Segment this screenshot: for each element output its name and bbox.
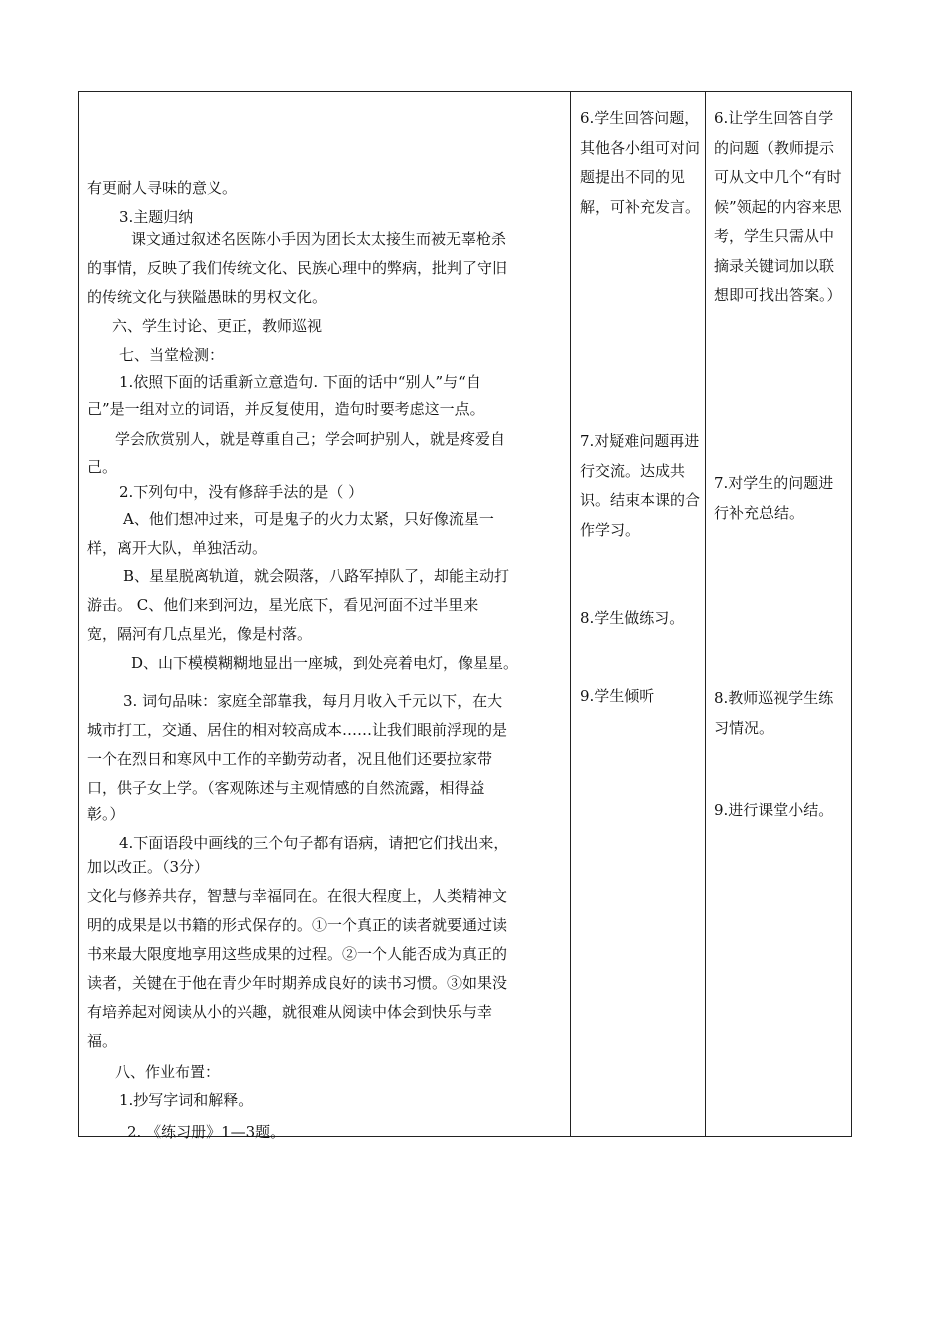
text-line: 的事情，反映了我们传统文化、民族心理中的弊病，批判了守旧 (87, 259, 508, 277)
teaching-content-column (79, 92, 570, 1141)
text-line: 有更耐人寻味的意义。 (87, 179, 238, 197)
teacher-step-8: 8.教师巡视学生练习情况。 (714, 689, 834, 737)
text-line: 1.依照下面的话重新立意造句. 下面的话中“别人”与“自 (119, 373, 481, 391)
text-line: 己”是一组对立的词语，并反复使用，造句时要考虑这一点。 (87, 400, 485, 418)
homework-item: 2. 《练习册》1—3题。 (127, 1123, 286, 1141)
question-line: 4.下面语段中画线的三个句子都有语病，请把它们找出来， (119, 834, 509, 852)
text-line: 口，供子女上学。（客观陈述与主观情感的自然流露，相得益 (87, 779, 485, 797)
text-line: 己。 (87, 458, 118, 476)
text-line: 学会欣赏别人，就是尊重自己；学会呵护别人，就是疼爱自 (115, 430, 506, 448)
text-line: 样，离开大队，单独活动。 (87, 539, 268, 557)
text-line: 城市打工，交通、居住的相对较高成本……让我们眼前浮现的是 (87, 721, 508, 739)
option-d: D、山下模模糊糊地显出一座城，到处亮着电灯，像星星。 (131, 654, 519, 672)
lesson-plan-table (78, 91, 852, 1141)
question-line: 3. 词句品味：家庭全部靠我，每月月收入千元以下，在大 (123, 692, 503, 710)
question-line: 2.下列句中，没有修辞手法的是（ ） (119, 483, 364, 501)
text-line: 的传统文化与狭隘愚昧的男权文化。 (87, 288, 328, 306)
text-line: 福。 (87, 1032, 118, 1050)
section-heading: 七、当堂检测： (119, 346, 225, 364)
student-step-8: 8.学生做练习。 (580, 609, 685, 627)
student-step-6: 6.学生回答问题，其他各小组可对问题提出不同的见解，可补充发言。 (580, 109, 701, 216)
teacher-activity-column (706, 92, 852, 1136)
text-line: 书来最大限度地享用这些成果的过程。②一个人能否成为真正的 (87, 945, 508, 963)
student-activity-column (571, 92, 705, 1136)
option-a: A、他们想冲过来，可是鬼子的火力太紧，只好像流星一 (123, 510, 494, 528)
option-b: B、星星脱离轨道，就会陨落，八路军掉队了，却能主动打 (123, 567, 510, 585)
teacher-step-7: 7.对学生的问题进行补充总结。 (714, 474, 834, 522)
text-line: 课文通过叙述名医陈小手因为团长太太接生而被无辜枪杀 (131, 230, 507, 248)
text-line: 有培养起对阅读从小的兴趣，就很难从阅读中体会到快乐与幸 (87, 1003, 493, 1021)
text-line: 彰。） (87, 805, 125, 823)
teacher-step-9: 9.进行课堂小结。 (714, 801, 834, 819)
text-line: 读者，关键在于他在青少年时期养成良好的读书习惯。③如果没 (87, 974, 508, 992)
teacher-step-6: 6.让学生回答自学的问题（教师提示可从文中几个“有时候”领起的内容来思考，学生只需从中摘录关键词加以联想即可找出答案。） (714, 109, 842, 304)
text-line: 一个在烈日和寒风中工作的辛勤劳动者，况且他们还要拉家带 (87, 750, 493, 768)
text-line: 加以改正。（3分） (87, 858, 210, 876)
homework-item: 1.抄写字词和解释。 (119, 1091, 254, 1109)
text-line: 宽，隔河有几点星光，像是村落。 (87, 625, 313, 643)
student-step-9: 9.学生倾听 (580, 687, 655, 705)
text-line: 明的成果是以书籍的形式保存的。①一个真正的读者就要通过读 (87, 916, 508, 934)
text-line: 文化与修养共存，智慧与幸福同在。在很大程度上，人类精神文 (87, 887, 508, 905)
student-step-7: 7.对疑难问题再进行交流。达成共识。结束本课的合作学习。 (580, 432, 701, 539)
section-heading: 八、作业布置： (115, 1063, 221, 1081)
option-c: 游击。 C、他们来到河边，星光底下，看见河面不过半里来 (87, 596, 479, 614)
section-heading: 3.主题归纳 (119, 208, 194, 226)
section-heading: 六、学生讨论、更正，教师巡视 (112, 317, 323, 335)
